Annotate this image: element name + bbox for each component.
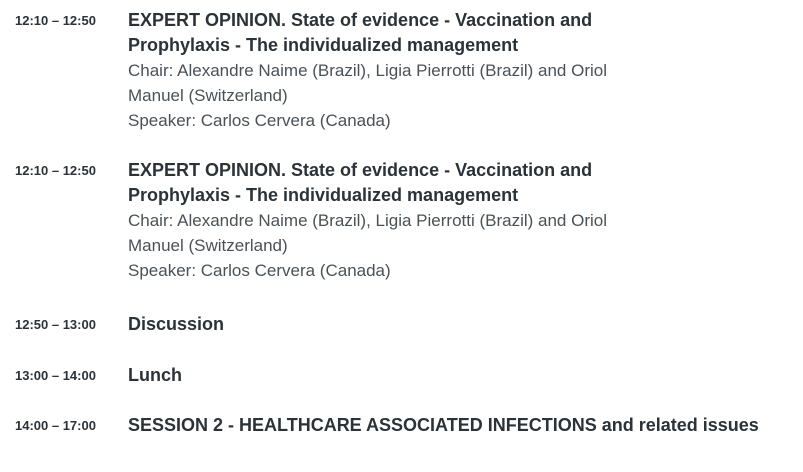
agenda-item <box>15 413 795 453</box>
session-content <box>128 312 788 337</box>
session-time: 13:00 – 14:00 <box>15 368 96 383</box>
agenda-list <box>15 8 795 453</box>
session-title: SESSION 2 - HEALTHCARE ASSOCIATED INFECTIONS and related issues <box>128 415 759 435</box>
session-chair: Chair: Alexandre Naime (Brazil), Ligia Pierrotti (Brazil) and Oriol Manuel (Switzerland) <box>128 211 607 255</box>
session-speaker: Speaker: Carlos Cervera (Canada) <box>128 111 391 130</box>
agenda-item <box>15 8 795 158</box>
session-title: EXPERT OPINION. State of evidence - Vaccination and Prophylaxis - The individualized management <box>128 160 593 205</box>
session-content <box>128 158 788 283</box>
agenda-item <box>15 158 795 312</box>
session-title: EXPERT OPINION. State of evidence - Vaccination and Prophylaxis - The individualized management <box>128 10 593 55</box>
session-chair: Chair: Alexandre Naime (Brazil), Ligia Pierrotti (Brazil) and Oriol Manuel (Switzerland) <box>128 61 607 105</box>
session-time: 12:10 – 12:50 <box>15 13 96 28</box>
session-time: 14:00 – 17:00 <box>15 418 96 433</box>
agenda-item <box>15 312 795 363</box>
session-speaker: Speaker: Carlos Cervera (Canada) <box>128 261 391 280</box>
session-title: Discussion <box>128 314 225 334</box>
session-time: 12:10 – 12:50 <box>15 163 96 178</box>
agenda-item <box>15 363 795 413</box>
session-time: 12:50 – 13:00 <box>15 317 96 332</box>
session-content <box>128 413 788 438</box>
session-title: Lunch <box>128 365 182 385</box>
session-content <box>128 363 788 388</box>
session-content <box>128 8 788 133</box>
